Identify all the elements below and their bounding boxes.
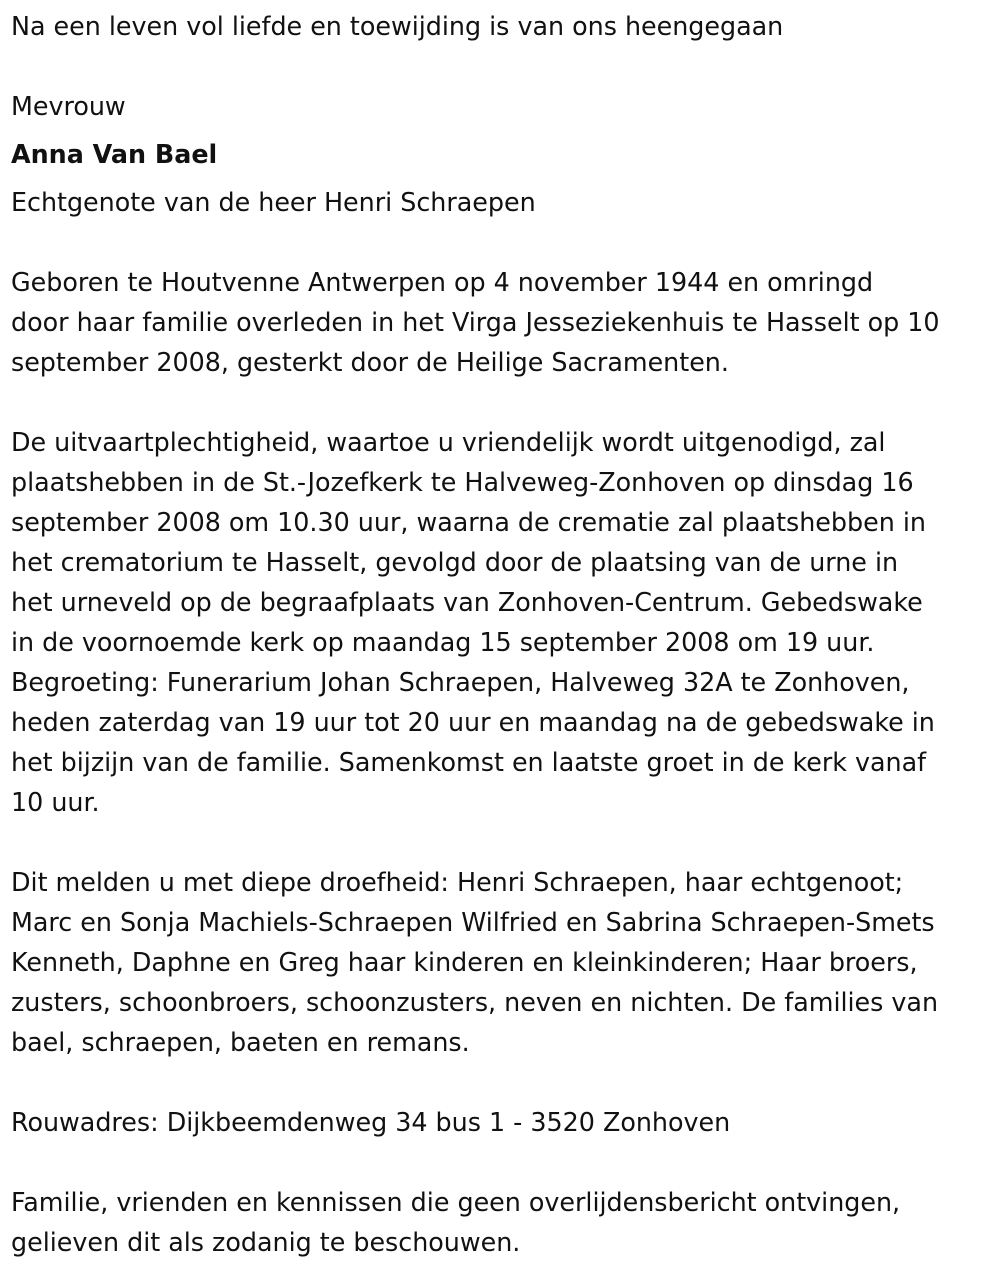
- closing-paragraph: [11, 1182, 990, 1262]
- paragraph-line: september 2008 om 10.30 uur, waarna de crematie zal plaatshebben in: [11, 507, 926, 537]
- paragraph-line: Kenneth, Daphne en Greg haar kinderen en kleinkinderen; Haar broers,: [11, 947, 918, 977]
- spacer: [11, 1062, 990, 1102]
- spacer: [11, 222, 990, 262]
- deceased-name: Anna Van Bael: [11, 139, 218, 169]
- paragraph-line: Begroeting: Funerarium Johan Schraepen, Halveweg 32A te Zonhoven,: [11, 667, 910, 697]
- paragraph-line: plaatshebben in de St.-Jozefkerk te Halveweg-Zonhoven op dinsdag 16: [11, 467, 914, 497]
- paragraph-line: gelieven dit als zodanig te beschouwen.: [11, 1227, 521, 1257]
- paragraph-line: zusters, schoonbroers, schoonzusters, neven en nichten. De families van: [11, 987, 939, 1017]
- paragraph-line: 10 uur.: [11, 787, 100, 817]
- paragraph-line: september 2008, gesterkt door de Heilige Sacramenten.: [11, 347, 729, 377]
- spacer: [11, 822, 990, 862]
- honorific: Mevrouw: [11, 91, 126, 121]
- paragraph-line: het crematorium te Hasselt, gevolgd door de plaatsing van de urne in: [11, 547, 899, 577]
- paragraph-line: bael, schraepen, baeten en remans.: [11, 1027, 470, 1057]
- intro-line: Na een leven vol liefde en toewijding is van ons heengegaan: [11, 11, 784, 41]
- spacer: [11, 382, 990, 422]
- paragraph-line: in de voornoemde kerk op maandag 15 september 2008 om 19 uur.: [11, 627, 875, 657]
- paragraph-line: het bijzijn van de familie. Samenkomst en laatste groet in de kerk vanaf: [11, 747, 927, 777]
- ceremony-paragraph: [11, 422, 990, 822]
- spouse-line: Echtgenote van de heer Henri Schraepen: [11, 187, 536, 217]
- spacer: [11, 46, 990, 86]
- paragraph-line: De uitvaartplechtigheid, waartoe u vriendelijk wordt uitgenodigd, zal: [11, 427, 886, 457]
- paragraph-line: het urneveld op de begraafplaats van Zonhoven-Centrum. Gebedswake: [11, 587, 923, 617]
- paragraph-line: Dit melden u met diepe droefheid: Henri Schraepen, haar echtgenoot;: [11, 867, 904, 897]
- paragraph-line: Familie, vrienden en kennissen die geen overlijdensbericht ontvingen,: [11, 1187, 901, 1217]
- paragraph-line: heden zaterdag van 19 uur tot 20 uur en maandag na de gebedswake in: [11, 707, 935, 737]
- paragraph-line: Marc en Sonja Machiels-Schraepen Wilfried en Sabrina Schraepen-Smets: [11, 907, 935, 937]
- mourning-address: Rouwadres: Dijkbeemdenweg 34 bus 1 - 3520 Zonhoven: [11, 1107, 731, 1137]
- birth-death-paragraph: [11, 262, 990, 382]
- spacer: [11, 1142, 990, 1182]
- family-paragraph: [11, 862, 990, 1062]
- paragraph-line: door haar familie overleden in het Virga Jesseziekenhuis te Hasselt op 10: [11, 307, 940, 337]
- paragraph-line: Geboren te Houtvenne Antwerpen op 4 november 1944 en omringd: [11, 267, 874, 297]
